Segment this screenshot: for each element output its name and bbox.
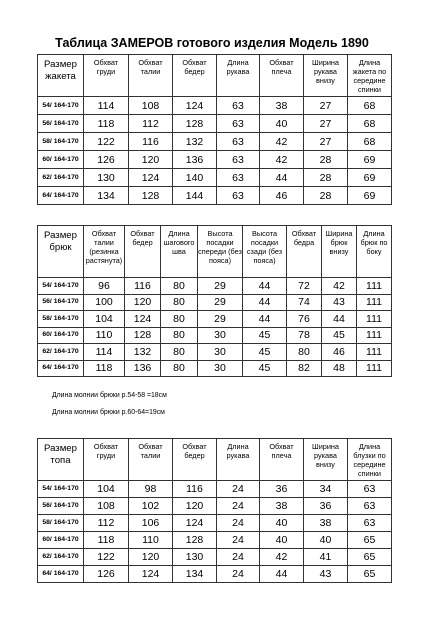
measurement-cell: 136 bbox=[173, 151, 217, 169]
measurement-cell: 124 bbox=[125, 311, 161, 328]
size-cell: 56/ 164-170 bbox=[38, 115, 84, 133]
zipper-note: Длина молнии брюки р.54-58 =18см bbox=[52, 392, 167, 399]
measurement-cell: 118 bbox=[84, 115, 129, 133]
top-measurements-table bbox=[37, 438, 392, 583]
measurement-cell: 65 bbox=[348, 532, 392, 549]
measurement-cell: 120 bbox=[129, 549, 173, 566]
column-header: Ширина рукава внизу bbox=[304, 439, 348, 481]
measurement-cell: 24 bbox=[217, 481, 260, 498]
table-row bbox=[38, 169, 392, 187]
measurement-cell: 69 bbox=[348, 169, 392, 187]
measurement-cell: 63 bbox=[217, 97, 260, 115]
measurement-cell: 104 bbox=[84, 481, 129, 498]
column-header: Обхват плеча bbox=[260, 55, 304, 97]
measurement-cell: 34 bbox=[304, 481, 348, 498]
table-row bbox=[38, 133, 392, 151]
measurement-cell: 128 bbox=[125, 327, 161, 344]
measurement-cell: 46 bbox=[260, 187, 304, 205]
measurement-cell: 114 bbox=[84, 97, 129, 115]
table-row bbox=[38, 481, 392, 498]
measurement-cell: 108 bbox=[129, 97, 173, 115]
measurement-cell: 120 bbox=[125, 294, 161, 311]
column-header: Длина брюк по боку bbox=[357, 226, 392, 278]
measurement-cell: 24 bbox=[217, 498, 260, 515]
column-header: Обхват бедер bbox=[125, 226, 161, 278]
measurement-cell: 68 bbox=[348, 133, 392, 151]
measurement-cell: 40 bbox=[260, 115, 304, 133]
measurement-cell: 40 bbox=[260, 515, 304, 532]
measurement-cell: 136 bbox=[125, 360, 161, 377]
measurement-cell: 30 bbox=[198, 327, 243, 344]
measurement-cell: 28 bbox=[304, 187, 348, 205]
measurement-cell: 27 bbox=[304, 97, 348, 115]
table-row bbox=[38, 515, 392, 532]
measurement-cell: 45 bbox=[243, 344, 287, 361]
measurement-cell: 41 bbox=[304, 549, 348, 566]
table-row bbox=[38, 532, 392, 549]
measurement-cell: 120 bbox=[129, 151, 173, 169]
measurement-cell: 40 bbox=[304, 532, 348, 549]
measurement-cell: 28 bbox=[304, 169, 348, 187]
measurement-cell: 122 bbox=[84, 549, 129, 566]
column-header: Высота посадки сзади (без пояса) bbox=[243, 226, 287, 278]
size-column-header: Размер жакета bbox=[38, 55, 84, 97]
column-header: Обхват талии bbox=[129, 439, 173, 481]
size-cell: 60/ 164-170 bbox=[38, 151, 84, 169]
size-cell: 60/ 164-170 bbox=[38, 327, 84, 344]
measurement-cell: 128 bbox=[173, 115, 217, 133]
column-header: Высота посадки спереди (без пояса) bbox=[198, 226, 243, 278]
measurement-cell: 116 bbox=[129, 133, 173, 151]
measurement-cell: 42 bbox=[322, 278, 357, 295]
column-header: Обхват бедер bbox=[173, 55, 217, 97]
measurement-cell: 111 bbox=[357, 311, 392, 328]
zipper-note: Длина молнии брюки р.60-64=19см bbox=[52, 409, 165, 416]
table-row bbox=[38, 566, 392, 583]
measurement-cell: 43 bbox=[304, 566, 348, 583]
column-header: Ширина брюк внизу bbox=[322, 226, 357, 278]
measurement-cell: 80 bbox=[161, 327, 198, 344]
measurement-cell: 28 bbox=[304, 151, 348, 169]
measurement-cell: 45 bbox=[243, 360, 287, 377]
measurement-cell: 110 bbox=[129, 532, 173, 549]
measurement-cell: 65 bbox=[348, 566, 392, 583]
measurement-cell: 46 bbox=[322, 344, 357, 361]
measurement-cell: 128 bbox=[129, 187, 173, 205]
trousers-measurements-table bbox=[37, 225, 392, 377]
table-header-row bbox=[38, 439, 392, 481]
measurement-cell: 36 bbox=[260, 481, 304, 498]
measurement-cell: 38 bbox=[260, 498, 304, 515]
size-cell: 56/ 164-170 bbox=[38, 294, 84, 311]
measurement-cell: 27 bbox=[304, 115, 348, 133]
measurement-cell: 24 bbox=[217, 566, 260, 583]
table-row bbox=[38, 187, 392, 205]
measurement-cell: 111 bbox=[357, 360, 392, 377]
measurement-cell: 24 bbox=[217, 549, 260, 566]
page-title: Таблица ЗАМЕРОВ готового изделия Модель 1890 bbox=[55, 36, 369, 50]
size-cell: 64/ 164-170 bbox=[38, 187, 84, 205]
measurement-cell: 78 bbox=[287, 327, 322, 344]
measurement-cell: 111 bbox=[357, 344, 392, 361]
measurement-cell: 111 bbox=[357, 294, 392, 311]
size-column-header: Размер топа bbox=[38, 439, 84, 481]
measurement-cell: 80 bbox=[287, 344, 322, 361]
measurement-cell: 76 bbox=[287, 311, 322, 328]
measurement-cell: 48 bbox=[322, 360, 357, 377]
table-row bbox=[38, 549, 392, 566]
measurement-cell: 130 bbox=[84, 169, 129, 187]
measurement-cell: 40 bbox=[260, 532, 304, 549]
table-row bbox=[38, 344, 392, 361]
measurement-cell: 104 bbox=[84, 311, 125, 328]
measurement-cell: 122 bbox=[84, 133, 129, 151]
size-cell: 56/ 164-170 bbox=[38, 498, 84, 515]
table-row bbox=[38, 278, 392, 295]
measurement-cell: 124 bbox=[129, 169, 173, 187]
measurement-cell: 134 bbox=[173, 566, 217, 583]
measurement-cell: 44 bbox=[243, 278, 287, 295]
measurement-cell: 124 bbox=[129, 566, 173, 583]
measurement-cell: 98 bbox=[129, 481, 173, 498]
measurement-cell: 96 bbox=[84, 278, 125, 295]
table-header-row bbox=[38, 55, 392, 97]
measurement-cell: 132 bbox=[173, 133, 217, 151]
measurement-cell: 44 bbox=[243, 294, 287, 311]
column-header: Ширина рукава внизу bbox=[304, 55, 348, 97]
measurement-cell: 106 bbox=[129, 515, 173, 532]
measurement-cell: 120 bbox=[173, 498, 217, 515]
measurement-cell: 124 bbox=[173, 515, 217, 532]
measurement-cell: 111 bbox=[357, 278, 392, 295]
size-cell: 58/ 164-170 bbox=[38, 133, 84, 151]
size-cell: 62/ 164-170 bbox=[38, 344, 84, 361]
measurement-cell: 63 bbox=[348, 481, 392, 498]
measurement-cell: 80 bbox=[161, 344, 198, 361]
measurement-cell: 130 bbox=[173, 549, 217, 566]
size-cell: 64/ 164-170 bbox=[38, 566, 84, 583]
table-header-row bbox=[38, 226, 392, 278]
measurement-cell: 69 bbox=[348, 187, 392, 205]
table-row bbox=[38, 294, 392, 311]
table-row bbox=[38, 360, 392, 377]
column-header: Обхват талии bbox=[129, 55, 173, 97]
measurement-cell: 42 bbox=[260, 133, 304, 151]
column-header: Обхват бедер bbox=[173, 439, 217, 481]
measurement-cell: 111 bbox=[357, 327, 392, 344]
measurement-cell: 42 bbox=[260, 151, 304, 169]
measurement-cell: 29 bbox=[198, 294, 243, 311]
measurement-cell: 45 bbox=[322, 327, 357, 344]
measurement-cell: 80 bbox=[161, 294, 198, 311]
size-cell: 64/ 164-170 bbox=[38, 360, 84, 377]
measurement-cell: 42 bbox=[260, 549, 304, 566]
table-row bbox=[38, 327, 392, 344]
column-header: Обхват плеча bbox=[260, 439, 304, 481]
measurement-cell: 128 bbox=[173, 532, 217, 549]
measurement-cell: 80 bbox=[161, 360, 198, 377]
measurement-cell: 82 bbox=[287, 360, 322, 377]
table-row bbox=[38, 115, 392, 133]
measurement-cell: 69 bbox=[348, 151, 392, 169]
measurement-cell: 134 bbox=[84, 187, 129, 205]
measurement-cell: 63 bbox=[217, 187, 260, 205]
column-header: Длина блузки по середине спинки bbox=[348, 439, 392, 481]
measurement-cell: 44 bbox=[322, 311, 357, 328]
column-header: Обхват груди bbox=[84, 55, 129, 97]
column-header: Длина шагового шва bbox=[161, 226, 198, 278]
measurement-cell: 63 bbox=[348, 498, 392, 515]
table-row bbox=[38, 311, 392, 328]
measurement-cell: 126 bbox=[84, 566, 129, 583]
measurement-cell: 80 bbox=[161, 278, 198, 295]
measurement-cell: 29 bbox=[198, 278, 243, 295]
measurement-cell: 68 bbox=[348, 97, 392, 115]
size-cell: 54/ 164-170 bbox=[38, 278, 84, 295]
column-header: Обхват талии (резинка растянута) bbox=[84, 226, 125, 278]
table-row bbox=[38, 151, 392, 169]
measurement-cell: 68 bbox=[348, 115, 392, 133]
measurement-cell: 80 bbox=[161, 311, 198, 328]
size-cell: 60/ 164-170 bbox=[38, 532, 84, 549]
column-header: Обхват груди bbox=[84, 439, 129, 481]
measurement-cell: 63 bbox=[217, 151, 260, 169]
measurement-cell: 38 bbox=[260, 97, 304, 115]
column-header: Обхват бедра bbox=[287, 226, 322, 278]
measurement-cell: 30 bbox=[198, 344, 243, 361]
measurement-cell: 126 bbox=[84, 151, 129, 169]
size-cell: 54/ 164-170 bbox=[38, 481, 84, 498]
measurement-cell: 100 bbox=[84, 294, 125, 311]
measurement-cell: 144 bbox=[173, 187, 217, 205]
measurement-cell: 44 bbox=[260, 169, 304, 187]
measurement-cell: 44 bbox=[260, 566, 304, 583]
measurement-cell: 112 bbox=[129, 115, 173, 133]
measurement-cell: 36 bbox=[304, 498, 348, 515]
size-cell: 62/ 164-170 bbox=[38, 549, 84, 566]
measurement-cell: 43 bbox=[322, 294, 357, 311]
measurement-cell: 38 bbox=[304, 515, 348, 532]
measurement-cell: 116 bbox=[125, 278, 161, 295]
measurement-cell: 63 bbox=[217, 169, 260, 187]
measurement-cell: 140 bbox=[173, 169, 217, 187]
measurement-cell: 44 bbox=[243, 311, 287, 328]
measurement-cell: 24 bbox=[217, 515, 260, 532]
measurement-cell: 63 bbox=[217, 133, 260, 151]
measurement-cell: 114 bbox=[84, 344, 125, 361]
measurement-cell: 45 bbox=[243, 327, 287, 344]
table-row bbox=[38, 97, 392, 115]
jacket-measurements-table bbox=[37, 54, 392, 205]
size-cell: 58/ 164-170 bbox=[38, 515, 84, 532]
measurement-cell: 63 bbox=[348, 515, 392, 532]
measurement-cell: 110 bbox=[84, 327, 125, 344]
measurement-cell: 124 bbox=[173, 97, 217, 115]
measurement-cell: 24 bbox=[217, 532, 260, 549]
size-cell: 54/ 164-170 bbox=[38, 97, 84, 115]
measurement-cell: 65 bbox=[348, 549, 392, 566]
column-header: Длина жакета по середине спинки bbox=[348, 55, 392, 97]
measurement-cell: 118 bbox=[84, 532, 129, 549]
measurement-cell: 29 bbox=[198, 311, 243, 328]
measurement-cell: 116 bbox=[173, 481, 217, 498]
measurement-cell: 63 bbox=[217, 115, 260, 133]
table-row bbox=[38, 498, 392, 515]
column-header: Длина рукава bbox=[217, 439, 260, 481]
measurement-cell: 74 bbox=[287, 294, 322, 311]
measurement-cell: 112 bbox=[84, 515, 129, 532]
measurement-cell: 102 bbox=[129, 498, 173, 515]
measurement-cell: 27 bbox=[304, 133, 348, 151]
size-column-header: Размер брюк bbox=[38, 226, 84, 278]
size-cell: 62/ 164-170 bbox=[38, 169, 84, 187]
column-header: Длина рукава bbox=[217, 55, 260, 97]
measurement-cell: 72 bbox=[287, 278, 322, 295]
measurement-cell: 108 bbox=[84, 498, 129, 515]
measurement-cell: 118 bbox=[84, 360, 125, 377]
measurement-cell: 132 bbox=[125, 344, 161, 361]
size-cell: 58/ 164-170 bbox=[38, 311, 84, 328]
measurement-cell: 30 bbox=[198, 360, 243, 377]
